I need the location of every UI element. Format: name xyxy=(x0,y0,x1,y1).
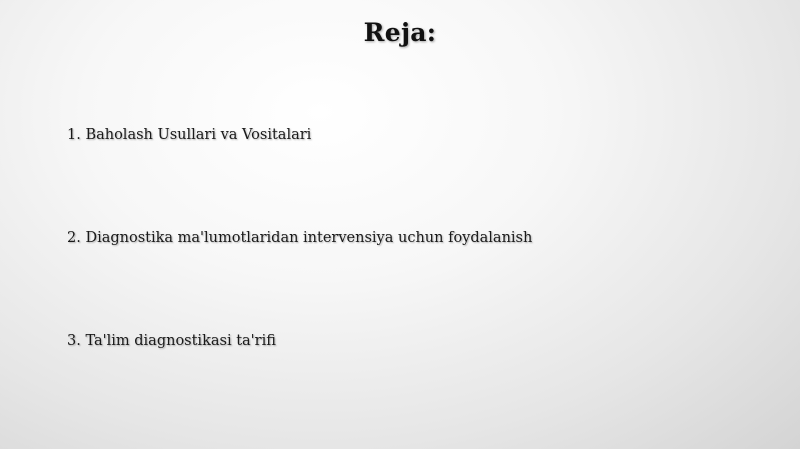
agenda-item-3: 3. Ta'lim diagnostikasi ta'rifi xyxy=(67,333,276,349)
agenda-list xyxy=(67,124,532,433)
agenda-item-2: 2. Diagnostika ma'lumotlaridan intervensiya uchun foydalanish xyxy=(67,230,533,246)
agenda-item-1: 1. Baholash Usullari va Vositalari xyxy=(67,127,312,143)
slide-title: Reja: xyxy=(363,18,437,47)
